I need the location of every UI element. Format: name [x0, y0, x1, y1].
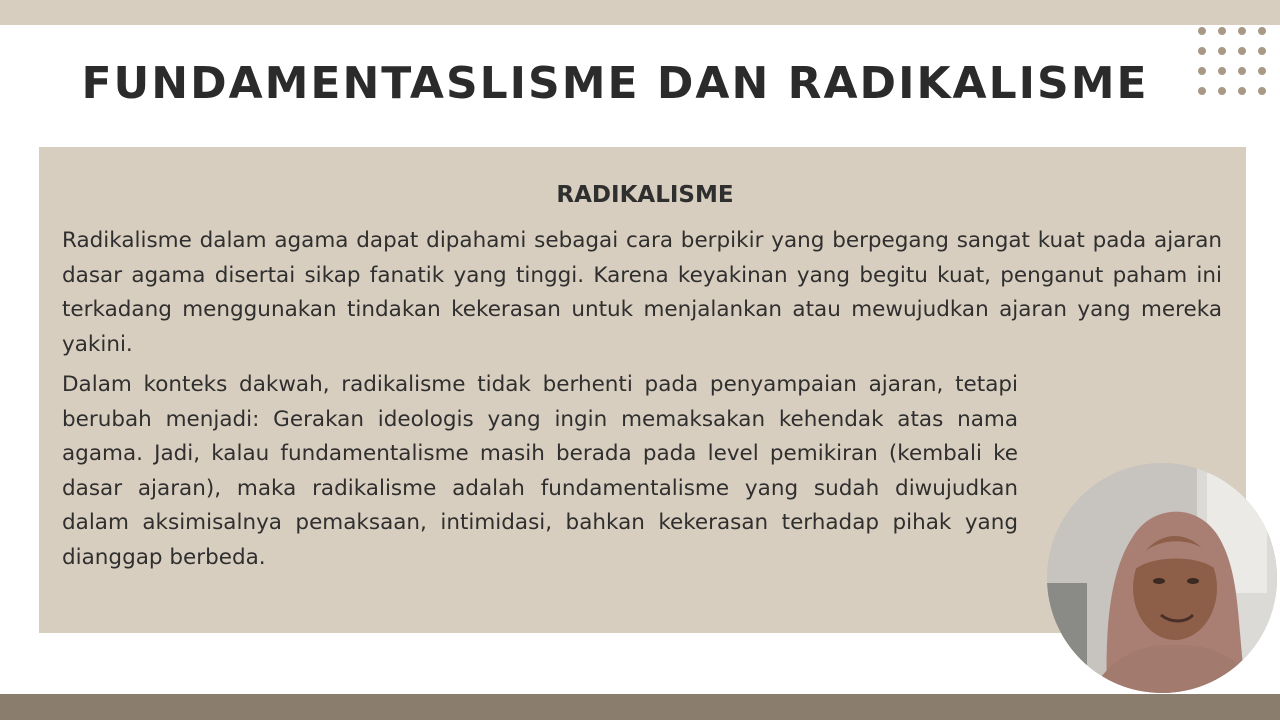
top-decorative-band	[0, 0, 1280, 25]
dot-grid-icon	[1195, 24, 1280, 109]
slide-title: FUNDAMENTASLISME DAN RADIKALISME	[81, 58, 1149, 109]
section-heading: RADIKALISME	[556, 182, 734, 208]
paragraph-dakwah-context: Dalam konteks dakwah, radikalisme tidak berhenti pada penyampaian ajaran, tetapi berubah menjadi: Gerakan ideologis yang ingin memaksakan kehendak atas nama agama. Jadi, kalau fundamentalisme masih berada pada level pemikiran (kembali ke dasar ajaran), maka radikalisme adalah fundamentalisme yang sudah diwujudkan dalam aksimisalnya pemaksaan, intimidasi, bahkan kekerasan terhadap pihak yang dianggap berbeda.	[62, 372, 1018, 570]
webcam-presenter-video	[1047, 463, 1277, 693]
paragraph-definition: Radikalisme dalam agama dapat dipahami sebagai cara berpikir yang berpegang sangat kuat pada ajaran dasar agama disertai sikap fanatik yang tinggi. Karena keyakinan yang begitu kuat, penganut paham ini terkadang menggunakan tindakan kekerasan untuk menjalankan atau mewujudkan ajaran yang mereka yakini.	[62, 228, 1222, 357]
presenter-illustration	[1047, 463, 1277, 693]
bottom-decorative-band	[0, 694, 1280, 720]
